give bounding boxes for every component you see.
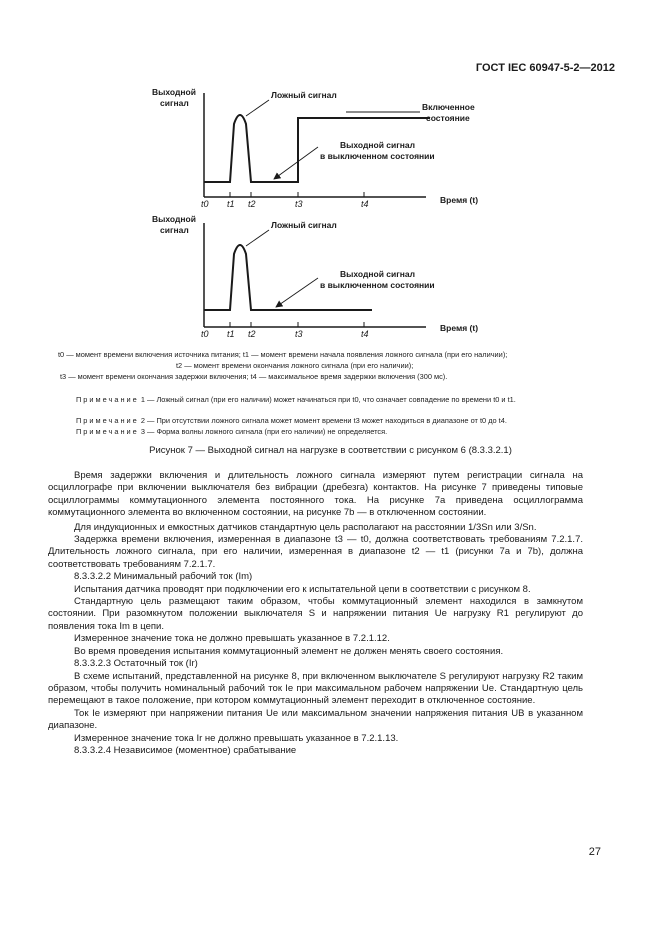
body-text: [48, 470, 583, 757]
note-3-text: 3 — Форма волны ложного сигнала (при его наличии) не определяется.: [140, 427, 388, 436]
paragraph: Время задержки включения и длительность ложного сигнала измеряют путем регистрации сигнала на осциллографе при включении выключателя без вибрации (дребезга) контактов. На рисунке 7 приведены типовые осциллограммы коммутационного элемента постоянного тока. На рисунке 7а приведена осциллограмма коммутационного элемента во включенном состоянии, на рисунке 7b — в отключенном состоянии.: [48, 470, 583, 519]
note-2: [60, 416, 615, 427]
paragraph: Ток Ie измеряют при напряжении питания Ue или максимальном значении напряжения питания UB в указанном диапазоне.: [48, 707, 583, 732]
paragraph: Задержка времени включения, измеренная в диапазоне t3 — t0, должна соответствовать требованиям 7.2.1.7. Длительность ложного сигнала, при его наличии, измеренная в диапазоне t2 — t1 (рисунки 7а и 7b), должна соответствовать требованиям 7.2.1.7.: [48, 534, 583, 570]
tick-a-t4: t4: [361, 199, 369, 209]
note-1-label: Примечание: [76, 395, 139, 404]
y-axis-label-b-line1: Выходной: [152, 214, 196, 224]
off-output-leader-a: [274, 147, 318, 179]
standard-header: ГОСТ IEC 60947-5-2—2012: [475, 62, 615, 74]
tick-b-t4: t4: [361, 329, 369, 339]
paragraph: Испытания датчика проводят при подключении его к испытательной цепи в соответствии с рисунком 8.: [74, 583, 531, 595]
paragraph: Для индукционных и емкостных датчиков стандартную цель располагают на расстоянии 1/3Sn или 3/Sn.: [74, 521, 537, 533]
paragraph: Стандартную цель размещают таким образом, чтобы коммутационный элемент находился в замкнутом состоянии. При разомкнутом положении выключателя S и напряжении питания Ue нагрузку R1 регулируют до появления тока Im в цепи.: [48, 596, 583, 632]
paragraph: Измеренное значение тока не должно превышать указанное в 7.2.1.12.: [74, 633, 390, 645]
on-state-label-line2: состояние: [426, 113, 470, 123]
off-output-label-a-line2: в выключенном состоянии: [320, 151, 435, 161]
y-axis-label-a-line1: Выходной: [152, 87, 196, 97]
false-signal-label-a: Ложный сигнал: [271, 90, 337, 100]
section-heading: 8.3.3.2.4 Независимое (моментное) срабатывание: [74, 744, 297, 756]
figure-title: Рисунок 7 — Выходной сигнал на нагрузке в соответствии с рисунком 6 (8.3.3.2.1): [149, 445, 512, 456]
tick-b-t2: t2: [248, 329, 256, 339]
tick-a-t3: t3: [295, 199, 303, 209]
diagram-a: [152, 87, 478, 209]
legend-line-2: t2 — момент времени окончания ложного сигнала (при его наличии);: [176, 361, 414, 370]
off-output-leader-b: [276, 278, 318, 307]
note-1-text: 1 — Ложный сигнал (при его наличии) может начинаться при t0, что означает совпадение по времени t0 и t1.: [140, 395, 516, 404]
paragraph: Во время проведения испытания коммутационный элемент не должен менять своего состояния.: [74, 645, 504, 657]
y-axis-label-a-line2: сигнал: [160, 98, 189, 108]
tick-b-t1: t1: [227, 329, 235, 339]
legend-line-1: t0 — момент времени включения источника питания; t1 — момент времени начала появления ложного сигнала (при его наличии);: [58, 350, 508, 359]
paragraph: Измеренное значение тока Ir не должно превышать указанное в 7.2.1.13.: [74, 732, 399, 744]
note-3: [60, 427, 615, 438]
legend-line-3: t3 — момент времени окончания задержки включения; t4 — максимальное время задержки включения (300 мс).: [60, 372, 448, 381]
section-heading: 8.3.3.2.3 Остаточный ток (Ir): [74, 658, 198, 670]
paragraph: В схеме испытаний, представленной на рисунке 8, при включенном выключателе S регулируют нагрузку R2 таким образом, чтобы получить номинальный рабочий ток Ie при максимальном рабочем напряжении Ue. Стандартную цель перемещают в такое положение, при котором коммутационный элемент переходит в отключенное состояние.: [48, 670, 583, 707]
time-axis-label-a: Время (t): [440, 195, 479, 205]
tick-a-t1: t1: [227, 199, 235, 209]
false-signal-leader-a: [246, 100, 269, 116]
figure-7-diagrams: [0, 0, 661, 350]
off-output-label-b-line2: в выключенном состоянии: [320, 280, 435, 290]
diagram-b: [152, 214, 478, 339]
note-2-text: 2 — При отсутствии ложного сигнала может момент времени t3 может находиться в диапазоне от t0 до t4.: [140, 416, 507, 425]
page-number: 27: [588, 846, 601, 858]
false-signal-leader-b: [246, 230, 269, 246]
tick-a-t0: t0: [201, 199, 209, 209]
tick-a-t2: t2: [248, 199, 256, 209]
time-axis-label-b: Время (t): [440, 323, 479, 333]
tick-b-t3: t3: [295, 329, 303, 339]
off-output-label-b-line1: Выходной сигнал: [340, 269, 416, 279]
off-output-label-a-line1: Выходной сигнал: [340, 140, 416, 150]
section-heading: 8.3.3.2.2 Минимальный рабочий ток (Im): [74, 571, 253, 583]
y-axis-label-b-line2: сигнал: [160, 225, 189, 235]
on-state-label-line1: Включенное: [422, 102, 475, 112]
note-1: [60, 395, 615, 406]
tick-b-t0: t0: [201, 329, 209, 339]
note-2-label: Примечание: [76, 416, 139, 425]
false-signal-label-b: Ложный сигнал: [271, 220, 337, 230]
note-3-label: Примечание: [76, 427, 139, 436]
